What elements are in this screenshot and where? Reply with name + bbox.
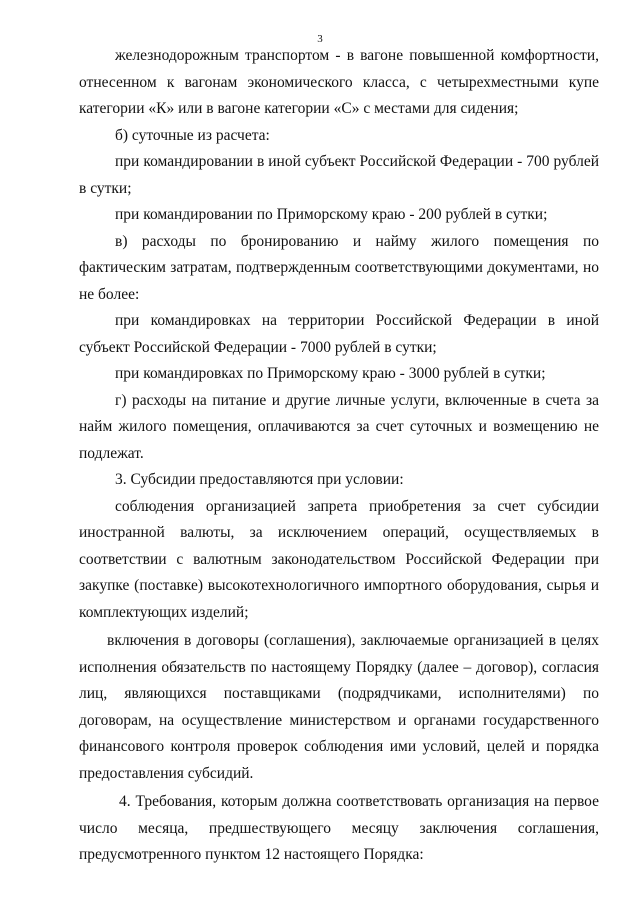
paragraph-housing-other-region: при командировках на территории Российской Федерации в иной субъект Российской Федерации - 7000 рублей в сутки; [79, 312, 599, 356]
paragraph-daily-allowance: б) суточные из расчета: [115, 126, 270, 144]
document-body [79, 43, 599, 869]
paragraph-housing-primorsky: при командировках по Приморскому краю - 3000 рублей в сутки; [115, 365, 546, 382]
paragraph-contract-consent: включения в договоры (соглашения), заключаемые организацией в целях исполнения обязательств по настоящему Порядку (далее – договор), согласия лиц, являющихся поставщиками (подрядчиками, исполнителями) по договорам, на осуществление министерством и органами государственного финансового контроля проверок соблюдения ими условий, целей и порядка предоставления субсидий. [79, 632, 599, 782]
paragraph-meals-expenses: г) расходы на питание и другие личные услуги, включенные в счета за найм жилого помещения, оплачиваются за счет суточных и возмещению не подлежат. [79, 391, 599, 462]
paragraph-allowance-primorsky: при командировании по Приморскому краю - 200 рублей в сутки; [115, 206, 548, 223]
page-number: 3 [317, 33, 323, 45]
paragraph-rail-transport: железнодорожным транспортом - в вагоне повышенной комфортности, отнесенном к вагонам экономического класса, с четырехместными купе категории «К» или в вагоне категории «С» с местами для сидения; [79, 47, 599, 117]
paragraph-requirements: 4. Требования, которым должна соответствовать организация на первое число месяца, предшествующего месяцу заключения соглашения, предусмотренного пунктом 12 настоящего Порядка: [79, 793, 599, 863]
paragraph-subsidy-condition: 3. Субсидии предоставляются при условии: [115, 471, 404, 488]
paragraph-allowance-other-region: при командировании в иной субъект Российской Федерации - 700 рублей в сутки; [79, 153, 599, 197]
paragraph-housing-expenses: в) расходы по бронированию и найму жилого помещения по фактическим затратам, подтвержденным соответствующими документами, но не более: [79, 232, 599, 303]
paragraph-currency-prohibition: соблюдения организацией запрета приобретения за счет субсидии иностранной валюты, за исключением операций, осуществляемых в соответствии с валютным законодательством Российской Федерации при закупке (поставке) высокотехнологичного импортного оборудования, сырья и комплектующих изделий; [79, 497, 599, 621]
